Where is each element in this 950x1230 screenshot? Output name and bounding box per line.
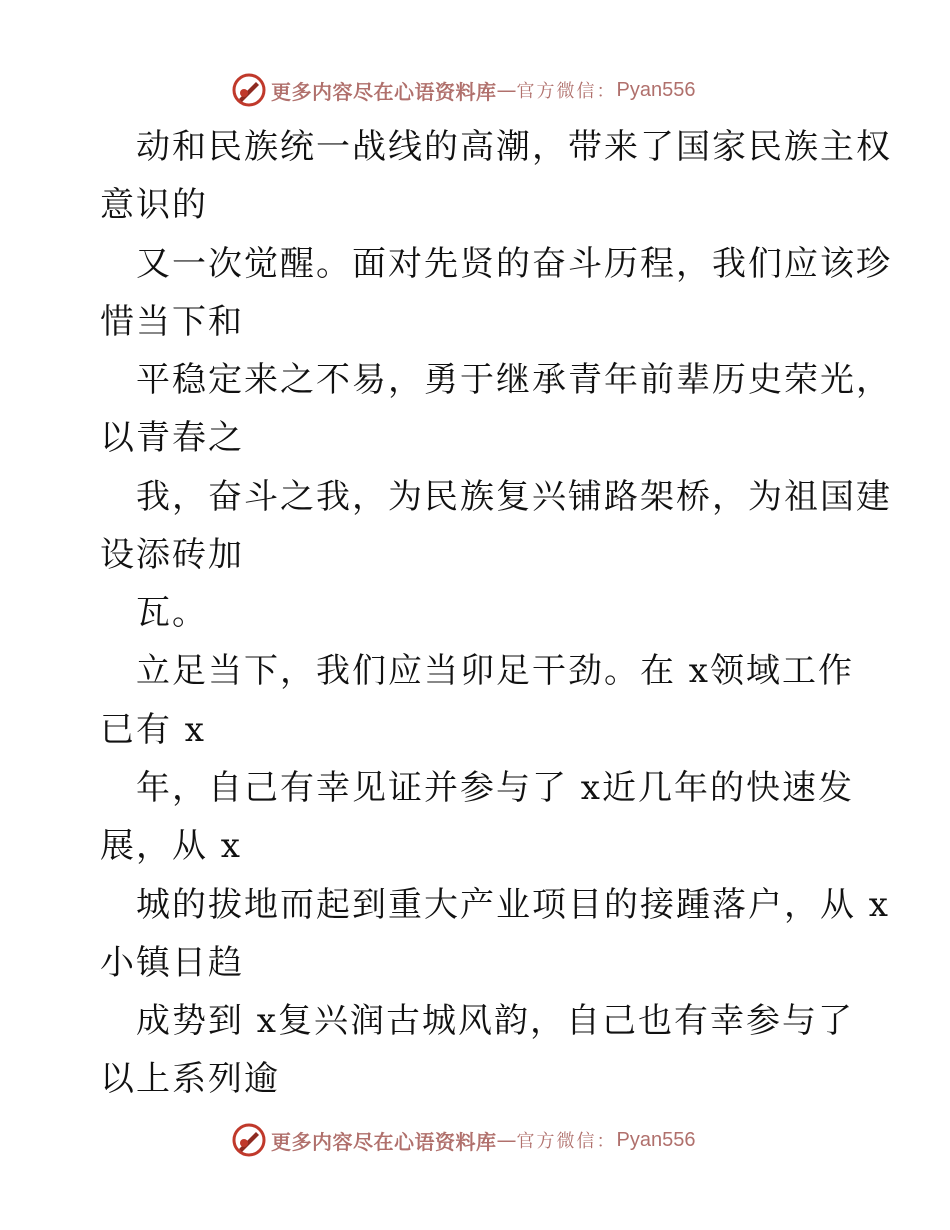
banner-dash: — [496,78,517,102]
text-line: 惜当下和 [100,302,244,342]
text-line: 立足当下，我们应当卯足干劲。在 x领域工作 [136,651,854,691]
banner-text: 更多内容尽在心语资料库 [271,79,497,104]
banner-wechat-id: Pyan556 [616,78,696,101]
text-line: 我，奋斗之我，为民族复兴铺路架桥，为祖国建 [136,477,892,517]
footer-banner [232,1122,695,1158]
banner-wechat-label: 官方微信： [516,1131,617,1152]
text-line: 年，自己有幸见证并参与了 x近几年的快速发 [136,768,854,808]
banner-text: 更多内容尽在心语资料库 [271,1129,497,1154]
text-line: 以上系列逾 [100,1059,280,1099]
text-line: 意识的 [100,185,208,225]
banner-wechat-label: 官方微信： [516,81,617,102]
text-line: 已有 x [100,710,206,750]
text-line: 成势到 x复兴润古城风韵，自己也有幸参与了 [136,1001,854,1041]
text-line: 设添砖加 [100,535,244,575]
text-line: 又一次觉醒。面对先贤的奋斗历程，我们应该珍 [136,244,892,284]
text-line: 以青春之 [100,418,244,458]
text-line: 瓦。 [136,593,208,633]
header-banner [232,72,695,108]
text-line: 展，从 x [100,826,242,866]
logo-icon [232,73,266,107]
text-line: 动和民族统一战线的高潮，带来了国家民族主权 [136,127,892,167]
text-line: 城的拔地而起到重大产业项目的接踵落户，从 x [136,885,890,925]
logo-icon [232,1123,266,1157]
banner-wechat-id: Pyan556 [616,1128,696,1151]
text-line: 平稳定来之不易，勇于继承青年前辈历史荣光， [136,360,892,400]
banner-dash: — [496,1128,517,1152]
text-line: 小镇日趋 [100,943,244,983]
